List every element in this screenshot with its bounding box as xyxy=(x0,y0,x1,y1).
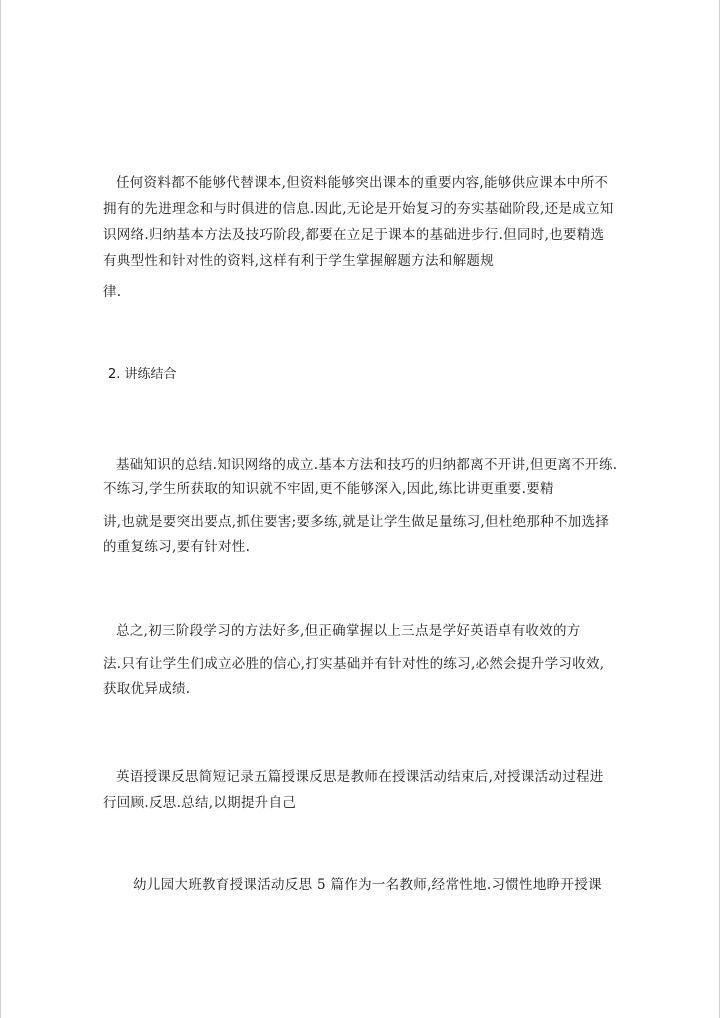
text-line: 总之,初三阶段学习的方法好多,但正确掌握以上三点是学好英语卓有收效的方 xyxy=(116,623,581,639)
text-line: 英语授课反思简短记录五篇授课反思是教师在授课活动结束后,对授课活动过程进 xyxy=(116,769,604,785)
text-line: 的重复练习,要有针对性. xyxy=(103,539,251,555)
text-line: 基础知识的总结.知识网络的成立.基本方法和技巧的归纳都离不开讲,但更离不开练. xyxy=(116,457,618,473)
text-line: 识网络.归纳基本方法及技巧阶段,都要在立足于课本的基础进步行.但同时,也要精选 xyxy=(103,227,605,243)
page-left-border xyxy=(0,0,1,1018)
text-line: 法.只有让学生们成立必胜的信心,打实基础并有针对性的练习,必然会提升学习收效, xyxy=(103,656,605,672)
text-line: 有典型性和针对性的资料,这样有利于学生掌握解题方法和解题规 xyxy=(103,253,494,269)
text-line: 任何资料都不能够代替课本,但资料能够突出课本的重要内容,能够供应课本中所不 xyxy=(116,175,609,191)
text-line: 拥有的先进理念和与时俱进的信息.因此,无论是开始复习的夯实基础阶段,还是成立知 xyxy=(103,201,614,217)
text-line: 幼儿园大班教育授课活动反思 5 篇作为一名教师,经常性地.习惯性地睁开授课 xyxy=(133,877,602,893)
text-line: 行回顾.反思.总结,以期提升自己 xyxy=(103,795,297,811)
section-heading: 2. 讲练结合 xyxy=(108,367,177,382)
text-line: 律. xyxy=(103,284,122,300)
text-line: 获取优异成绩. xyxy=(103,681,191,697)
text-line: 不练习,学生所获取的知识就不牢固,更不能够深入,因此,练比讲更重要.要精 xyxy=(103,481,554,497)
text-line: 讲,也就是要突出要点,抓住要害;要多练,就是让学生做足量练习,但杜绝那种不加选择 xyxy=(103,514,610,530)
